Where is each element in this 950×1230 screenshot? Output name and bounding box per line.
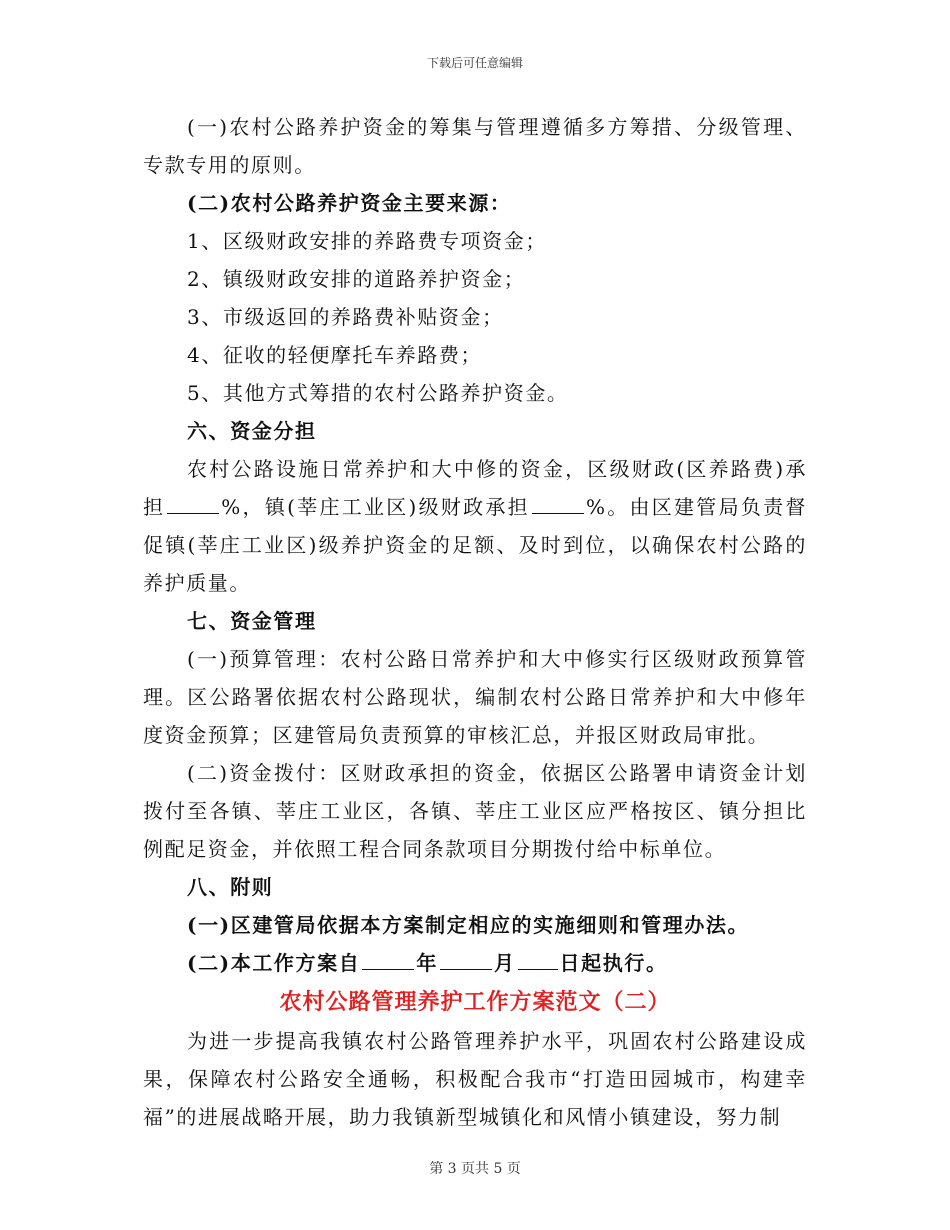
funding-source-item-1: 1、区级财政安排的养路费专项资金；	[187, 229, 547, 253]
page-header: 下载后可任意编辑	[426, 56, 523, 70]
section-8-heading: 八、附则	[187, 875, 274, 899]
document-2-intro-paragraph: 为进一步提高我镇农村公路管理养护水平，巩固农村公路建设成果，保障农村公路安全通畅，积极配合我市“打造田园城市，构建幸福”的进展战略开展，助力我镇新型城镇化和风情小镇建设，努力制	[143, 1029, 807, 1129]
day-blank[interactable]	[518, 947, 558, 970]
funding-source-item-3: 3、市级返回的养路费补贴资金；	[187, 305, 504, 329]
fund-allocation-paragraph: (二)资金拨付：区财政承担的资金，依据区公路署申请资金计划拨付至各镇、莘庄工业区，各镇、莘庄工业区应严格按区、镇分担比例配足资金，并依照工程合同条款项目分期拨付给中标单位。	[143, 761, 807, 861]
section-7-heading: 七、资金管理	[187, 609, 317, 633]
budget-management-paragraph: (一)预算管理：农村公路日常养护和大中修实行区级财政预算管理。区公路署依据农村公路现状，编制农村公路日常养护和大中修年度资金预算；区建管局负责预算的审核汇总，并报区财政局审批。	[143, 647, 807, 747]
section-6-heading: 六、资金分担	[187, 419, 317, 443]
funding-source-item-5: 5、其他方式筹措的农村公路养护资金。	[187, 381, 569, 405]
district-share-blank[interactable]	[167, 491, 219, 514]
funding-source-item-4: 4、征收的轻便摩托车养路费；	[187, 343, 483, 367]
month-blank[interactable]	[440, 947, 492, 970]
effective-date-paragraph	[143, 944, 807, 982]
town-share-blank[interactable]	[532, 491, 584, 514]
page-footer: 第 3 页共 5 页	[429, 1161, 521, 1177]
cost-sharing-text-a: 农村公路设施日常养护和大中修的资金，区级财政(区养路费)承担	[143, 457, 807, 519]
funding-principle-paragraph: (一)农村公路养护资金的筹集与管理遵循多方筹措、分级管理、专款专用的原则。	[143, 115, 807, 177]
effective-date-year-label: 年	[416, 951, 438, 975]
effective-date-text-d: 日起执行。	[559, 951, 668, 975]
effective-date-month-label: 月	[493, 951, 516, 975]
funding-sources-heading: (二)农村公路养护资金主要来源：	[187, 191, 512, 215]
effective-date-text-a: (二)本工作方案自	[187, 951, 361, 975]
cost-sharing-text-c: %。由区建管局负责督促镇(莘庄工业区)级养护资金的足额、及时到位，以确保农村公路的养护质量。	[143, 495, 807, 595]
document-2-title: 农村公路管理养护工作方案范文（二）	[279, 989, 671, 1015]
cost-sharing-text-b: %，镇(莘庄工业区)级财政承担	[221, 495, 530, 519]
document-body	[143, 108, 807, 1136]
funding-source-item-2: 2、镇级财政安排的道路养护资金；	[187, 267, 526, 291]
year-blank[interactable]	[362, 947, 414, 970]
cost-sharing-paragraph	[143, 450, 807, 602]
implementation-rules-paragraph: (一)区建管局依据本方案制定相应的实施细则和管理办法。	[187, 913, 750, 937]
